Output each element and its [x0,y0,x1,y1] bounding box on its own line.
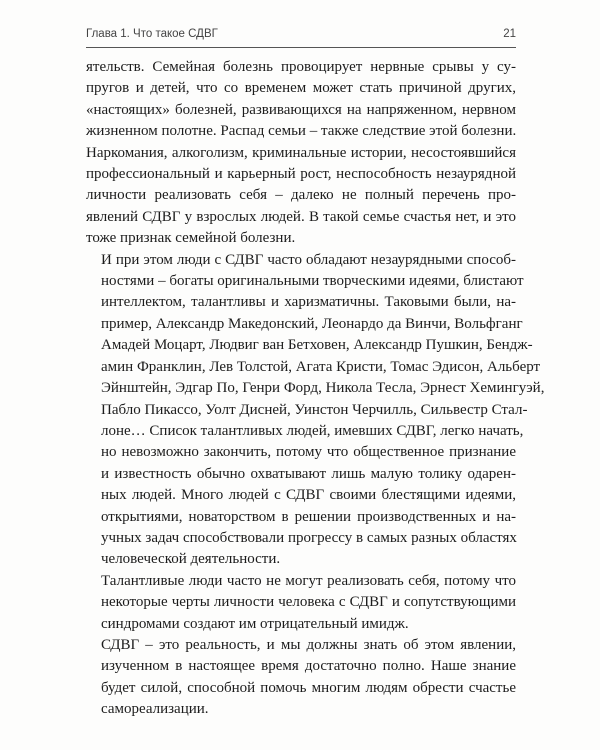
text-line: Эйнштейн, Эдгар По, Генри Форд, Никола Тесла, Эрнест Хемингуэй, [101,380,545,397]
text-line: СДВГ – это реальность, и мы должны знать об этом явлении, [101,636,516,653]
text-line: лоне… Список талантливых людей, имевших СДВГ, легко начать, [101,422,524,439]
text-line: синдромами создают им отрицательный имидж. [101,615,409,632]
text-line: изученном в настоящее время достаточно полно. Наше знание [101,658,516,675]
text-line: учных задач способствовали прогрессу в самых разных областях [101,529,517,546]
paragraph [86,57,516,250]
paragraph [86,635,516,721]
body-text [86,57,545,721]
text-line: ятельств. Семейная болезнь провоцирует нервные срывы у су- [86,59,516,75]
paragraph [86,250,545,571]
chapter-title: Глава 1. Что такое СДВГ [86,28,218,40]
header-rule [86,47,516,48]
text-line: но невозможно закончить, потому что общественное признание [101,444,516,461]
text-line: тоже признак семейной болезни. [86,230,296,247]
paragraph [86,571,516,635]
page-number: 21 [503,28,516,40]
text-line: человеческой деятельности. [101,551,281,568]
text-line: интеллектом, талантливы и харизматичны. Таковыми были, на- [101,294,516,311]
text-line: и известность обычно охватывают лишь малую толику одарен- [101,465,516,482]
text-line: явлений СДВГ у взрослых людей. В такой семье счастья нет, и это [86,208,516,225]
text-line: Пабло Пикассо, Уолт Дисней, Уинстон Черчилль, Сильвестр Стал- [101,401,528,418]
text-line: профессиональный и карьерный рост, неспособность незаурядной [86,166,516,183]
text-line: «настоящих» болезней, развивающихся на напряженном, нервном [86,101,516,118]
text-line: Наркомания, алкоголизм, криминальные истории, несостоявшийся [86,144,516,161]
text-line: Талантливые люди часто не могут реализовать себя, потому что [101,572,516,589]
text-line: открытиями, новаторством в решении производственных и на- [101,508,516,525]
running-head [86,28,516,46]
text-line: личности реализовать себя – далеко не полный перечень про- [86,187,516,204]
text-line: жизненном полотне. Распад семьи – также следствие этой болезни. [86,123,517,140]
text-line: И при этом люди с СДВГ часто обладают незаурядными способ- [101,251,516,268]
text-line: самореализации. [101,701,209,718]
text-line: пример, Александр Македонский, Леонардо да Винчи, Вольфганг [101,315,523,332]
text-line: будет силой, способной помочь многим людям обрести счастье [101,679,516,696]
text-line: ностями – богаты оригинальными творческими идеями, блистают [101,273,524,290]
text-line: ных людей. Много людей с СДВГ своими блестящими идеями, [101,487,516,504]
text-line: амин Франклин, Лев Толстой, Агата Кристи, Томас Эдисон, Альберт [101,358,541,375]
text-line: пругов и детей, что со временем может стать причиной других, [86,80,516,97]
text-line: Амадей Моцарт, Людвиг ван Бетховен, Александр Пушкин, Бендж- [101,337,533,354]
text-line: некоторые черты личности человека с СДВГ и сопутствующими [101,594,516,611]
